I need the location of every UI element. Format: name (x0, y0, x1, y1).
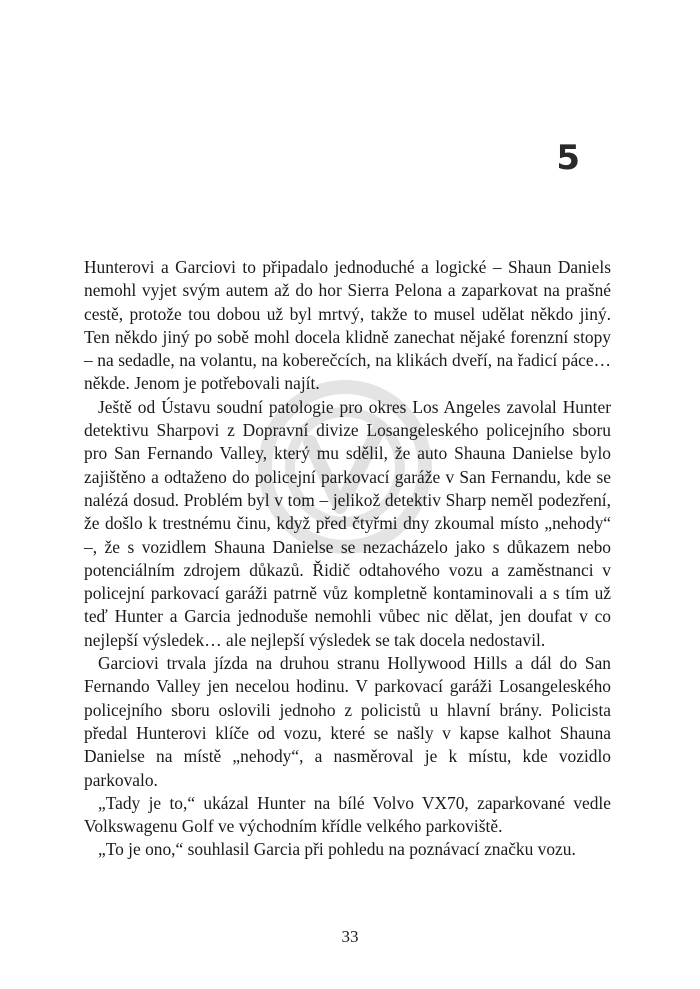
paragraph: „To je ono,“ souhlasil Garcia při pohledu na poznávací značku vozu. (98, 839, 576, 860)
chapter-number: 5 (556, 138, 580, 178)
paragraph: Hunterovi a Garciovi to připadalo jednoduché a logické – Shaun Daniels nemohl vyjet svým autem až do hor Sierra Pelona a zaparkovat na prašné cestě, protože tou dobou už byl mrtvý, takže to musel udělat někdo jiný. Ten někdo jiný po sobě mohl docela klidně zanechat nějaké forenzní stopy – na sedadle, na volantu, na koberečcích, na klikách dveří, na řadicí páce… někde. Jenom je potřebovali najít. (84, 257, 611, 394)
paragraph: Garciovi trvala jízda na druhou stranu Hollywood Hills a dál do San Fernando Valley jen necelou hodinu. V parkovací garáži Losangeleského policejního sboru oslovili jednoho z policistů u hlavní brány. Policista předal Hunterovi klíče od vozu, které se našly v kapse kalhot Shauna Danielse na místě „nehody“, a nasměroval je k místu, kde vozidlo parkovalo. (84, 653, 611, 790)
paragraph: Ještě od Ústavu soudní patologie pro okres Los Angeles zavolal Hunter detektivu Sharpovi z Dopravní divize Losangeleského policejního sboru pro San Fernando Valley, který mu sdělil, že auto Shauna Danielse bylo zajištěno a odtaženo do policejní parkovací garáže v San Fernandu, kde se nalézá dosud. Problém byl v tom – jelikož detektiv Sharp neměl podezření, že došlo k trestnému činu, když před čtyřmi dny zkoumal místo „nehody“ –, že s vozidlem Shauna Danielse se nezacházelo jako s důkazem nebo potenciálním zdrojem důkazů. Řidič odtahového vozu a zaměstnanci v policejní parkovací garáži patrně vůz kompletně kontaminovali a s tím už teď Hunter a Garcia jednoduše nemohli vůbec nic dělat, jen doufat v co nejlepší výsledek… ale nejlepší výsledek se tak docela nedostavil. (84, 396, 611, 650)
chapter-text (84, 256, 611, 862)
page-number: 33 (341, 927, 359, 946)
paragraph: „Tady je to,“ ukázal Hunter na bílé Volvo VX70, zaparkované vedle Volkswagenu Golf ve východním křídle velkého parkoviště. (84, 792, 611, 837)
